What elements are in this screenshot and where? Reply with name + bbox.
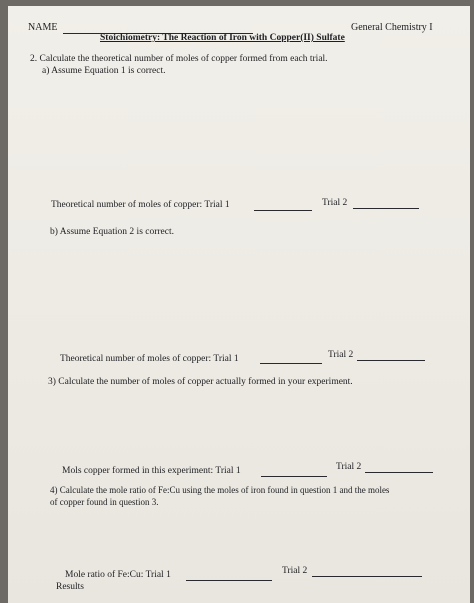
results-label: Results — [56, 582, 84, 592]
question-4-prompt-line2: of copper found in question 3. — [50, 497, 159, 507]
worksheet-title: Stoichiometry: The Reaction of Iron with Copper(II) Sulfate — [100, 33, 345, 43]
question-2b-trial1-blank[interactable] — [260, 363, 322, 364]
question-2a-label: a) Assume Equation 1 is correct. — [42, 66, 166, 76]
question-2a-trial1-blank[interactable] — [254, 210, 312, 211]
name-label: NAME — [28, 22, 58, 33]
question-4-trial1-blank[interactable] — [186, 580, 272, 581]
question-3-trial2-blank[interactable] — [365, 472, 433, 473]
question-3-answer-label: Mols copper formed in this experiment: Trial 1 — [62, 466, 241, 476]
question-2b-answer-label: Theoretical number of moles of copper: Trial 1 — [60, 354, 239, 364]
question-3-prompt: 3) Calculate the number of moles of copper actually formed in your experiment. — [48, 377, 353, 387]
question-2a-trial2-label: Trial 2 — [322, 198, 348, 208]
question-4-prompt-line1: 4) Calculate the mole ratio of Fe:Cu using the moles of iron found in question 1 and the moles — [50, 485, 390, 495]
question-2b-trial2-label: Trial 2 — [328, 350, 354, 360]
question-4-answer-label: Mole ratio of Fe:Cu: Trial 1 — [65, 570, 171, 580]
question-4-trial2-blank[interactable] — [312, 576, 422, 577]
question-3-trial1-blank[interactable] — [261, 476, 327, 477]
question-2b-trial2-blank[interactable] — [357, 360, 425, 361]
worksheet-page — [8, 6, 470, 603]
question-2b-label: b) Assume Equation 2 is correct. — [50, 227, 175, 237]
question-3-trial2-label: Trial 2 — [336, 462, 362, 472]
question-2a-answer-label: Theoretical number of moles of copper: Trial 1 — [51, 200, 230, 210]
question-4-trial2-label: Trial 2 — [282, 566, 308, 576]
course-label: General Chemistry I — [351, 22, 433, 33]
question-2-prompt: 2. Calculate the theoretical number of moles of copper formed from each trial. — [30, 54, 328, 64]
question-2a-trial2-blank[interactable] — [353, 208, 419, 209]
